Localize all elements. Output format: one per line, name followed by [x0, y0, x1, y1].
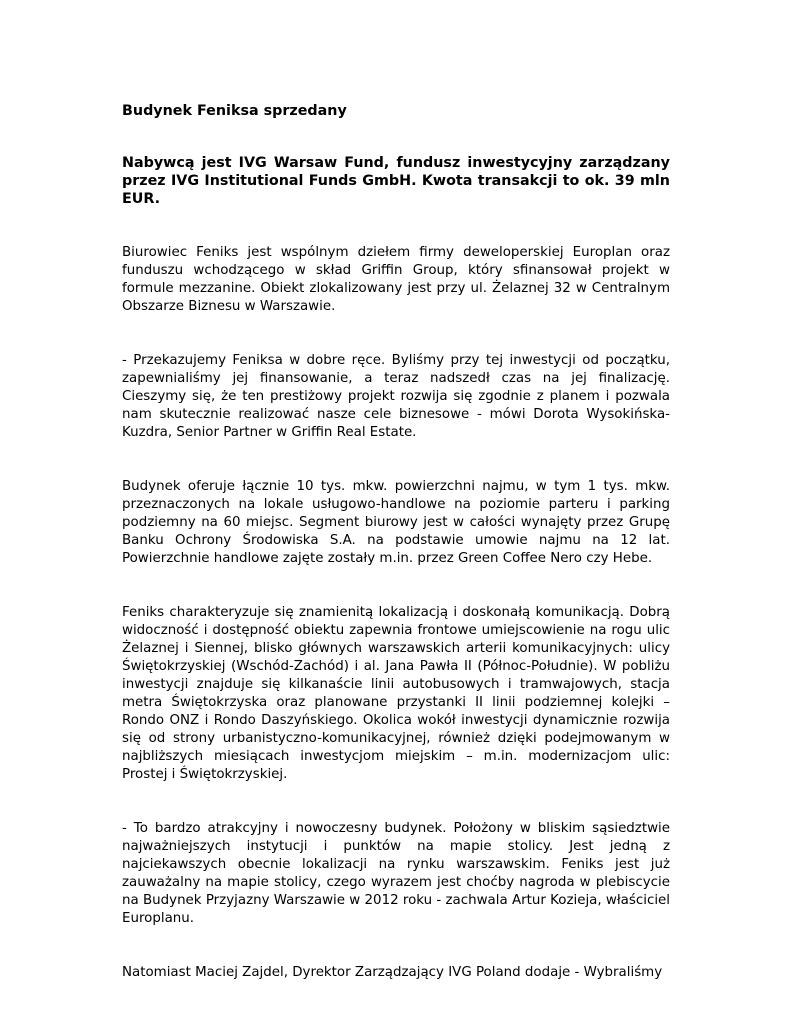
document-title: Budynek Feniksa sprzedany — [122, 103, 347, 119]
paragraph-1: Biurowiec Feniks jest wspólnym dziełem firmy deweloperskiej Europlan oraz funduszu wchodzącego w skład Griffin Group, który sfinansował projekt w formule mezzanine. Obiekt zlokalizowany jest przy ul. Żelaznej 32 w Centralnym Obszarze Biznesu w Warszawie. — [122, 245, 670, 314]
document-body — [122, 102, 670, 982]
paragraph-6: Natomiast Maciej Zajdel, Dyrektor Zarządzający IVG Poland dodaje - Wybraliśmy — [122, 965, 663, 980]
paragraph-4: Feniks charakteryzuje się znamienitą lokalizacją i doskonałą komunikacją. Dobrą widoczność i dostępność obiektu zapewnia frontowe umiejscowienie na rogu ulic Żelaznej i Siennej, blisko głównych warszawskich arterii komunikacyjnych: ulicy Świętokrzyskiej (Wschód-Zachód) i al. Jana Pawła II (Północ-Południe). W pobliżu inwestycji znajduje się kilkanaście linii autobusowych i tramwajowych, stacja metra Świętokrzyska oraz planowane przystanki II linii podziemnej kolejki – Rondo ONZ i Rondo Daszyńskiego. Okolica wokół inwestycji dynamicznie rozwija się od strony urbanistyczno-komunikacyjnej, również dzięki podejmowanym w najbliższych miesiącach inwestycjom miejskim – m.in. modernizacjom ulic: Prostej i Świętokrzyskiej. — [122, 605, 670, 782]
document-lead: Nabywcą jest IVG Warsaw Fund, fundusz inwestycyjny zarządzany przez IVG Institutional Funds GmbH. Kwota transakcji to ok. 39 mln EUR. — [122, 155, 670, 207]
paragraph-5: - To bardzo atrakcyjny i nowoczesny budynek. Położony w bliskim sąsiedztwie najważniejszych instytucji i punktów na mapie stolicy. Jest jedną z najciekawszych obecnie lokalizacji na rynku warszawskim. Feniks jest już zauważalny na mapie stolicy, czego wyrazem jest choćby nagroda w plebiscycie na Budynek Przyjazny Warszawie w 2012 roku - zachwala Artur Kozieja, właściciel Europlanu. — [122, 821, 670, 926]
paragraph-3: Budynek oferuje łącznie 10 tys. mkw. powierzchni najmu, w tym 1 tys. mkw. przeznaczonych na lokale usługowo-handlowe na poziomie parteru i parking podziemny na 60 miejsc. Segment biurowy jest w całości wynajęty przez Grupę Banku Ochrony Środowiska S.A. na podstawie umowie najmu na 12 lat. Powierzchnie handlowe zajęte zostały m.in. przez Green Coffee Nero czy Hebe. — [122, 479, 670, 566]
paragraph-2: - Przekazujemy Feniksa w dobre ręce. Byliśmy przy tej inwestycji od początku, zapewnialiśmy jej finansowanie, a teraz nadszedł czas na jej finalizację. Cieszymy się, że ten prestiżowy projekt rozwija się zgodnie z planem i pozwala nam skutecznie realizować nasze cele biznesowe - mówi Dorota Wysokińska-Kuzdra, Senior Partner w Griffin Real Estate. — [122, 353, 670, 440]
